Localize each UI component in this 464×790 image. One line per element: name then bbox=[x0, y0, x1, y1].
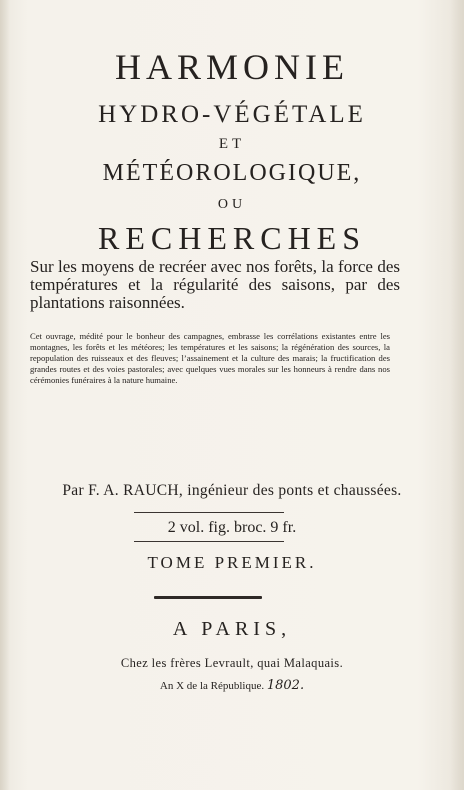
imprint-date bbox=[0, 678, 464, 693]
price-bottom-rule bbox=[134, 541, 284, 542]
imprint-date-printed: An X de la République. bbox=[159, 680, 265, 692]
title-line-hydro-vegetale: HYDRO-VÉGÉTALE bbox=[98, 101, 366, 128]
price-line: 2 vol. fig. broc. 9 fr. bbox=[167, 519, 297, 536]
volume-label: TOME PREMIER. bbox=[147, 553, 317, 572]
imprint-publisher: Chez les frères Levrault, quai Malaquais. bbox=[120, 656, 344, 670]
ornamental-rule bbox=[154, 596, 262, 599]
description-paragraph: Cet ouvrage, médité pour le bonheur des campagnes, embrasse les corrélations existantes entre les montagnes, les forêts et les météores; les températures et les saisons; la régénération des sources, la repopulation des ruisseaux et des fleuves; l’assainement et la culture des marais; la fructification des grandes routes et des voies pastorales; avec quelques vues morales sur les honneurs à rendre dans nos cérémonies funéraires à la nature humaine. bbox=[30, 331, 390, 385]
title-line-et: ET bbox=[218, 136, 246, 152]
title-line-harmonie: HARMONIE bbox=[115, 47, 349, 87]
title-line-recherches: RECHERCHES bbox=[97, 220, 367, 256]
author-line: Par F. A. RAUCH, ingénieur des ponts et chaussées. bbox=[62, 482, 402, 499]
title-line-ou: OU bbox=[217, 197, 247, 212]
price-top-rule bbox=[134, 512, 284, 513]
title-line-meteorologique: MÉTÉOROLOGIQUE, bbox=[102, 160, 362, 186]
imprint-place: A PARIS, bbox=[172, 618, 292, 640]
subtitle: Sur les moyens de recréer avec nos forêts, la force des températures et la régularité des saisons, par des plantations raisonnées. bbox=[30, 257, 400, 312]
imprint-date-handwritten: 1802. bbox=[266, 678, 305, 693]
